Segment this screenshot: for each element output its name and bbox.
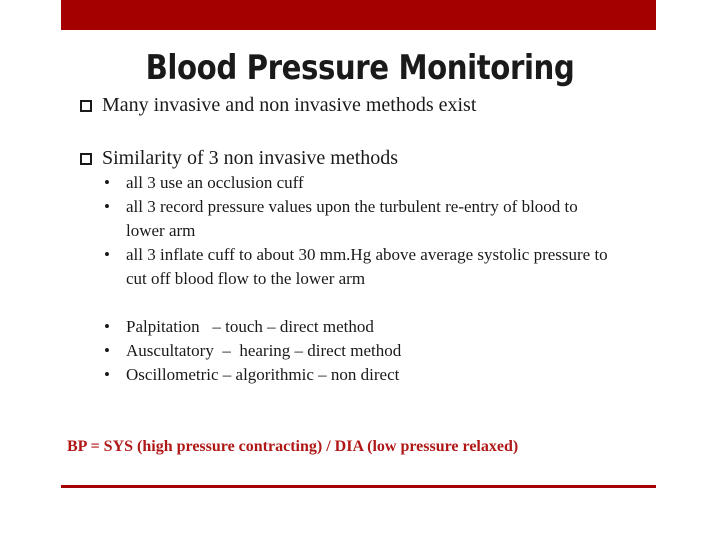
bullet-text: Many invasive and non invasive methods exist — [102, 94, 477, 116]
bottom-divider — [61, 485, 656, 488]
list-item: • Oscillometric – algorithmic – non direct — [102, 363, 612, 387]
similarity-list — [102, 171, 612, 291]
slide-title: Blood Pressure Monitoring — [145, 48, 575, 88]
top-accent-bar — [61, 0, 656, 30]
square-bullet-icon — [80, 153, 92, 165]
bullet-text: Similarity of 3 non invasive methods — [102, 147, 399, 169]
list-item: • Palpitation – touch – direct method — [102, 315, 612, 339]
bp-formula: BP = SYS (high pressure contracting) / DIA (low pressure relaxed) — [67, 438, 519, 455]
square-bullet-icon — [80, 100, 92, 112]
methods-list — [102, 315, 612, 387]
list-item: • all 3 inflate cuff to about 30 mm.Hg above average systolic pressure to cut off blood flow to the lower arm — [102, 243, 612, 291]
list-item: • all 3 record pressure values upon the turbulent re-entry of blood to lower arm — [102, 195, 612, 243]
bullet-invasive-methods — [80, 93, 476, 117]
list-item: • all 3 use an occlusion cuff — [102, 171, 612, 195]
list-item: • Auscultatory – hearing – direct method — [102, 339, 612, 363]
bullet-similarity — [80, 146, 398, 170]
